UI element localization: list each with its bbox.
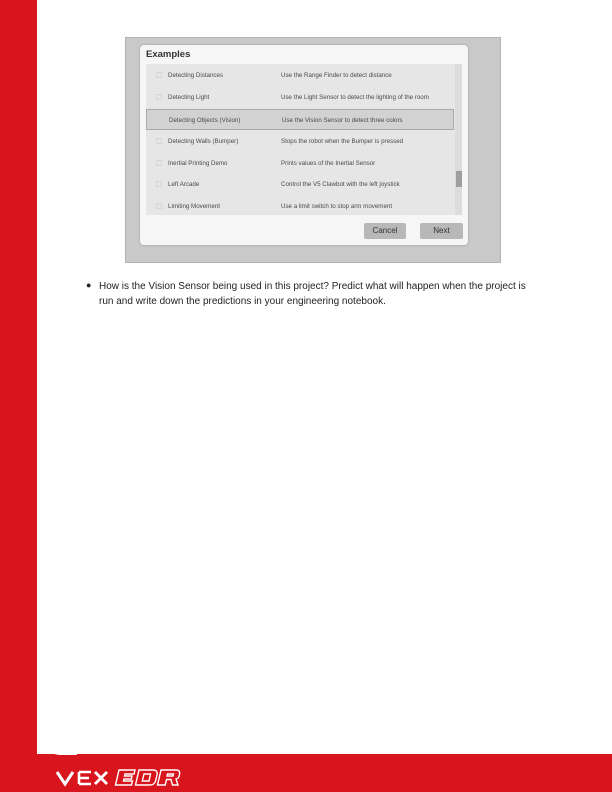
example-name: Left Arcade [168, 181, 200, 188]
project-icon [156, 138, 162, 144]
list-scrollbar[interactable] [455, 64, 462, 215]
example-description: Use the Vision Sensor to detect three colors [282, 117, 403, 124]
example-description: Control the V5 Clawbot with the left joystick [281, 181, 400, 188]
scrollbar-thumb[interactable] [456, 171, 462, 187]
list-item[interactable] [146, 196, 454, 215]
next-button[interactable]: Next [420, 223, 463, 239]
project-icon [156, 160, 162, 166]
example-description: Prints values of the Inertial Sensor [281, 160, 376, 167]
page-corner-curve [37, 728, 77, 755]
examples-screenshot [125, 37, 501, 263]
example-description: Use the Light Sensor to detect the lighting of the room [281, 94, 429, 101]
example-name: Detecting Objects (Vision) [169, 117, 241, 124]
list-item[interactable] [146, 131, 454, 152]
project-icon [156, 181, 162, 187]
example-name: Detecting Light [168, 94, 210, 101]
example-description: Use the Range Finder to detect distance [281, 72, 392, 79]
list-item-selected[interactable] [146, 109, 454, 130]
vex-edr-logo-icon [55, 766, 195, 788]
list-item[interactable] [146, 174, 454, 195]
list-item[interactable] [146, 65, 454, 86]
cancel-button[interactable]: Cancel [364, 223, 406, 239]
example-description: Use a limit switch to stop arm movement [281, 203, 393, 210]
example-description: Stops the robot when the Bumper is pressed [281, 138, 404, 145]
instruction-text: How is the Vision Sensor being used in this project? Predict what will happen when the project is run and write down the predictions in your engineering notebook. [99, 281, 526, 307]
bullet-icon: ● [86, 280, 92, 290]
project-icon [156, 94, 162, 100]
vex-edr-logo [55, 766, 195, 788]
project-icon [157, 117, 163, 123]
examples-list[interactable] [146, 64, 462, 215]
project-icon [156, 72, 162, 78]
list-item[interactable] [146, 87, 454, 108]
dialog-title: Examples [146, 49, 191, 60]
example-name: Limiting Movement [168, 203, 220, 210]
left-red-bar [0, 0, 37, 792]
example-name: Detecting Distances [168, 72, 224, 79]
example-name: Inertial Printing Demo [168, 160, 228, 167]
examples-dialog [140, 45, 468, 245]
project-icon [156, 203, 162, 209]
example-name: Detecting Walls (Bumper) [168, 138, 239, 145]
list-item[interactable] [146, 153, 454, 174]
